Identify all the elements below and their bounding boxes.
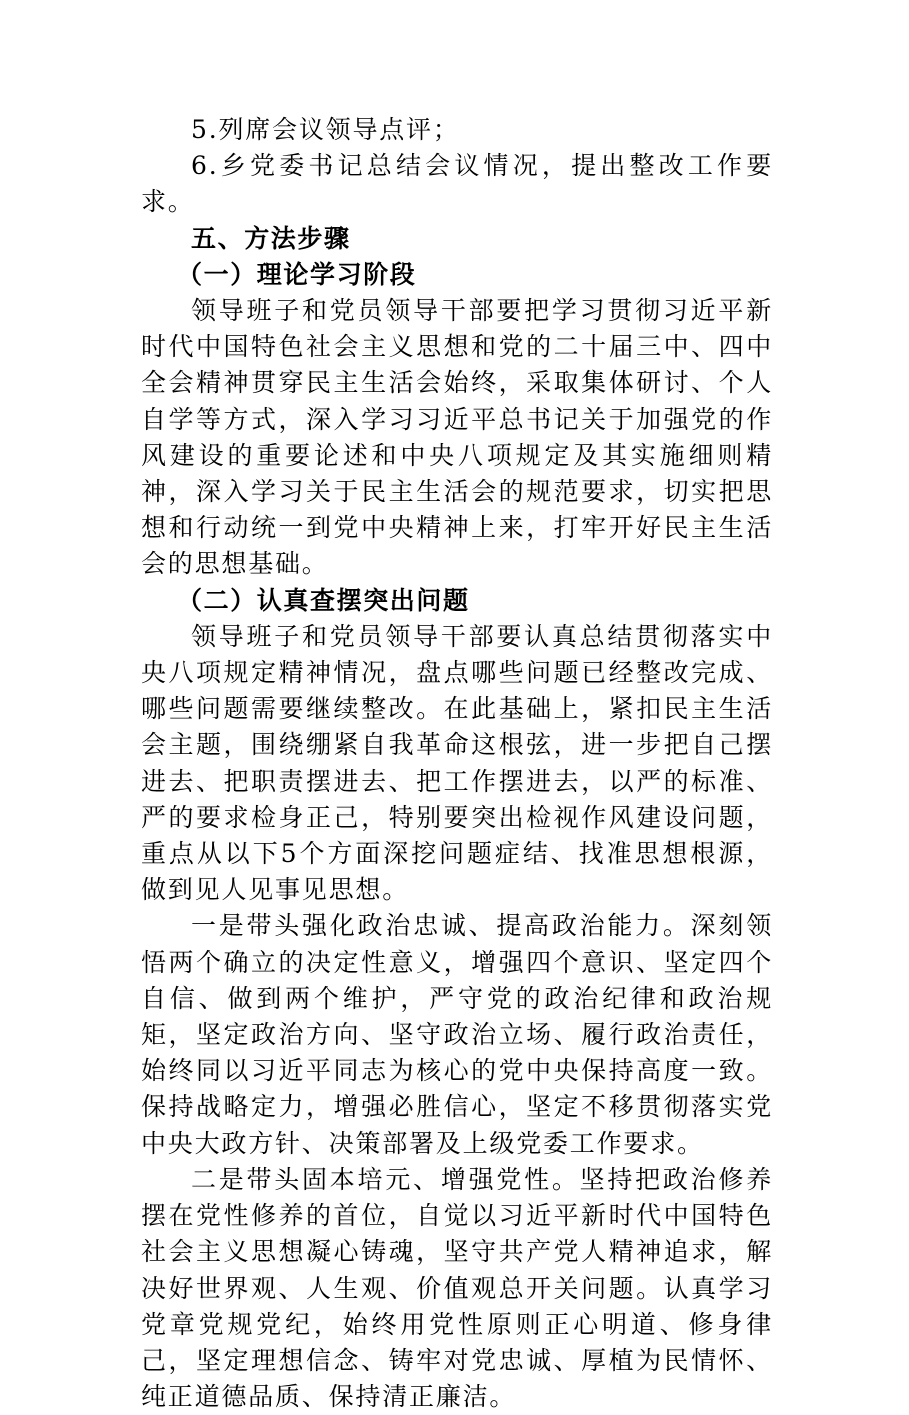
paragraph-point-one: 一是带头强化政治忠诚、提高政治能力。深刻领悟两个确立的决定性意义，增强四个意识、坚定四个自信、做到两个维护，严守党的政治纪律和政治规矩，坚定政治方向、坚守政治立场、履行政治责任，始终同以习近平同志为核心的党中央保持高度一致。保持战略定力，增强必胜信心，坚定不移贯彻落实党中央大政方针、决策部署及上级党委工作要求。 <box>141 911 773 1158</box>
document-body <box>141 112 773 1415</box>
list-item-5: 5.列席会议领导点评； <box>191 115 460 144</box>
list-item-6: 6.乡党委书记总结会议情况，提出整改工作要求。 <box>141 151 773 217</box>
subsection-heading-problem-check: （二）认真查摆突出问题 <box>177 585 470 615</box>
subsection-heading-theory-study: （一）理论学习阶段 <box>177 259 417 289</box>
paragraph-theory-study: 领导班子和党员领导干部要把学习贯彻习近平新时代中国特色社会主义思想和党的二十届三中、四中全会精神贯穿民主生活会始终，采取集体研讨、个人自学等方式，深入学习习近平总书记关于加强党的作风建设的重要论述和中央八项规定及其实施细则精神，深入学习关于民主生活会的规范要求，切实把思想和行动统一到党中央精神上来，打牢开好民主生活会的思想基础。 <box>141 296 773 579</box>
section-heading-methods: 五、方法步骤 <box>191 223 351 253</box>
paragraph-point-two: 二是带头固本培元、增强党性。坚持把政治修养摆在党性修养的首位，自觉以习近平新时代中国特色社会主义思想凝心铸魂，坚守共产党人精神追求，解决好世界观、人生观、价值观总开关问题。认真学习党章党规党纪，始终用党性原则正心明道、修身律己，坚定理想信念、铸牢对党忠诚、厚植为民情怀、纯正道德品质、保持清正廉洁。 <box>141 1164 773 1412</box>
paragraph-problem-check: 领导班子和党员领导干部要认真总结贯彻落实中央八项规定精神情况，盘点哪些问题已经整改完成、哪些问题需要继续整改。在此基础上，紧扣民主生活会主题，围绕绷紧自我革命这根弦，进一步把自己摆进去、把职责摆进去、把工作摆进去，以严的标准、严的要求检身正己，特别要突出检视作风建设问题，重点从以下5个方面深挖问题症结、找准思想根源，做到见人见事见思想。 <box>141 621 773 905</box>
